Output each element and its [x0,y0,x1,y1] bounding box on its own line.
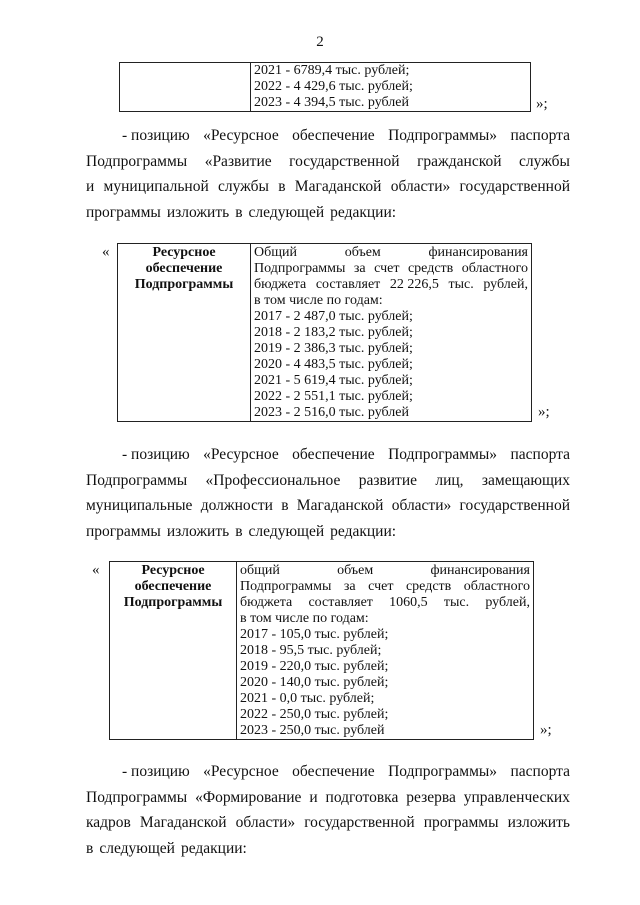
word: - позицию [122,763,190,780]
year-line: 2017 - 105,0 тыс. рублей; [240,627,389,642]
word: следующей [99,839,175,857]
text-line [86,200,570,226]
word: средств [407,261,454,276]
word: изложить [166,203,230,221]
word: должности [200,497,273,514]
resource-table-3 [109,561,534,740]
head-line [240,579,530,595]
closing-quote: »; [538,404,550,420]
word: Подпрограммы» [388,446,498,463]
word: службы [518,152,570,170]
year-line: 2023 - 250,0 тыс. рублей [240,723,385,738]
word: программы [423,814,499,831]
head-line [240,595,530,611]
word: Общий [254,245,297,260]
year-line: 2022 - 4 429,6 тыс. рублей; [254,79,413,94]
word: общий [240,563,280,578]
word: следующей [248,203,325,221]
year-line: 2018 - 2 183,2 тыс. рублей; [254,325,413,340]
year-line: 2021 - 6789,4 тыс. рублей; [254,63,410,78]
text-line [86,759,570,785]
word: и [86,178,95,195]
paragraph-1 [86,123,570,225]
word: «Ресурсное [203,446,279,463]
word: государственной [459,178,570,195]
word: средств [405,579,452,594]
paragraph-2 [86,442,570,544]
word: редакции: [330,522,397,540]
word: государственной [459,497,570,514]
values-cell [237,562,534,740]
word: Магаданской [294,178,382,195]
word: - позицию [122,446,190,463]
head-line [240,563,530,579]
values-cell [251,244,532,422]
word: резерва [406,788,456,806]
word: 22 226,5 [389,277,439,292]
word: государственной [304,814,415,831]
word: лиц, [435,471,464,489]
word: областного [461,261,528,276]
word: кадров [86,814,131,831]
text-line [86,174,570,200]
text-line [86,468,570,494]
year-line: 2019 - 220,0 тыс. рублей; [240,659,389,674]
word: изложить [166,522,230,540]
label-line: Ресурсное [152,245,216,260]
text-line [86,442,570,468]
year-line: в том числе по годам: [240,611,369,626]
paragraph-3 [86,759,570,861]
word: в [235,522,243,540]
word: в [235,203,243,221]
word: Подпрограммы» [388,763,498,780]
word: Подпрограммы» [388,127,498,144]
word: Подпрограммы [240,579,332,594]
word: муниципальной [103,178,209,195]
word: Подпрограммы [86,152,188,170]
word: тыс. [448,277,474,292]
word: - позицию [122,127,190,144]
text-line [86,493,570,519]
word: финансирования [430,563,530,578]
word: тыс. [443,595,470,610]
label-line: обеспечение [145,261,223,276]
year-line: в том числе по годам: [254,293,383,308]
word: бюджета [254,277,307,292]
year-line: 2021 - 0,0 тыс. рублей; [240,691,375,706]
word: муниципальные [86,497,193,514]
label-line: обеспечение [134,579,212,594]
word: и [309,788,318,806]
year-line: 2018 - 95,5 тыс. рублей; [240,643,382,658]
year-line: 2023 - 2 516,0 тыс. рублей [254,405,409,420]
year-line: 2020 - 140,0 тыс. рублей; [240,675,389,690]
word: составляет [315,277,381,292]
year-line: 2020 - 4 483,5 тыс. рублей; [254,357,413,372]
resource-table-continuation [119,62,531,112]
label-cell-empty [120,63,251,112]
word: объем [344,245,381,260]
word: рублей, [485,595,530,610]
year-line: 2019 - 2 386,3 тыс. рублей; [254,341,413,356]
word: паспорта [510,446,570,463]
label-line: Ресурсное [141,563,205,578]
closing-quote: »; [540,722,552,738]
word: рублей, [483,277,528,292]
word: «Формирование [195,788,302,806]
opening-quote: « [102,244,110,260]
word: составляет [308,595,373,610]
word: объем [337,563,374,578]
word: развитие [358,471,418,489]
values-cell [251,63,531,112]
word: обеспечение [292,446,375,463]
resource-table-2 [117,243,532,422]
word: Подпрограммы [86,788,188,806]
text-line [86,836,570,862]
text-line [86,519,570,545]
head-line [254,261,528,277]
word: управленческих [463,788,570,806]
word: изложить [507,814,570,831]
label-line: Подпрограммы [123,595,223,610]
closing-quote: »; [536,96,548,112]
word: программы [86,522,161,540]
text-line [86,785,570,811]
label-cell [118,244,251,422]
text-line [86,149,570,175]
word: гражданской [417,152,502,170]
word: службы [218,178,269,195]
label-cell [110,562,237,740]
word: паспорта [510,127,570,144]
text-line [86,123,570,149]
word: обеспечение [292,127,375,144]
year-line: 2023 - 4 394,5 тыс. рублей [254,95,409,110]
word: «Профессиональное [205,471,341,489]
head-line [254,277,528,293]
word: государственной [289,152,400,170]
word: области» [390,178,451,195]
word: «Ресурсное [203,127,279,144]
word: за [353,261,366,276]
word: в [278,178,286,195]
word: «Ресурсное [203,763,279,780]
word: паспорта [510,763,570,780]
word: за [343,579,356,594]
word: счет [374,261,400,276]
word: в [281,497,289,514]
word: подготовка [325,788,399,806]
year-line: 2021 - 5 619,4 тыс. рублей; [254,373,413,388]
year-line: 2022 - 2 551,1 тыс. рублей; [254,389,413,404]
year-line: 2017 - 2 487,0 тыс. рублей; [254,309,413,324]
page-number: 2 [316,34,324,50]
word: Подпрограммы [254,261,346,276]
word: обеспечение [292,763,375,780]
head-line [254,245,528,261]
word: Магаданской [139,814,227,831]
opening-quote: « [92,562,100,578]
word: редакции: [330,203,397,221]
word: редакции: [180,839,247,857]
word: областного [463,579,530,594]
word: финансирования [428,245,528,260]
word: области» [235,814,296,831]
word: бюджета [240,595,293,610]
word: в [86,839,94,857]
word: Магаданской [296,497,384,514]
text-line [86,810,570,836]
word: Подпрограммы [86,471,188,489]
word: области» [391,497,452,514]
label-line: Подпрограммы [134,277,234,292]
word: «Развитие [204,152,272,170]
word: счет [368,579,394,594]
word: замещающих [481,471,570,489]
word: следующей [248,522,325,540]
word: 1060,5 [389,595,428,610]
word: программы [86,203,161,221]
year-line: 2022 - 250,0 тыс. рублей; [240,707,389,722]
